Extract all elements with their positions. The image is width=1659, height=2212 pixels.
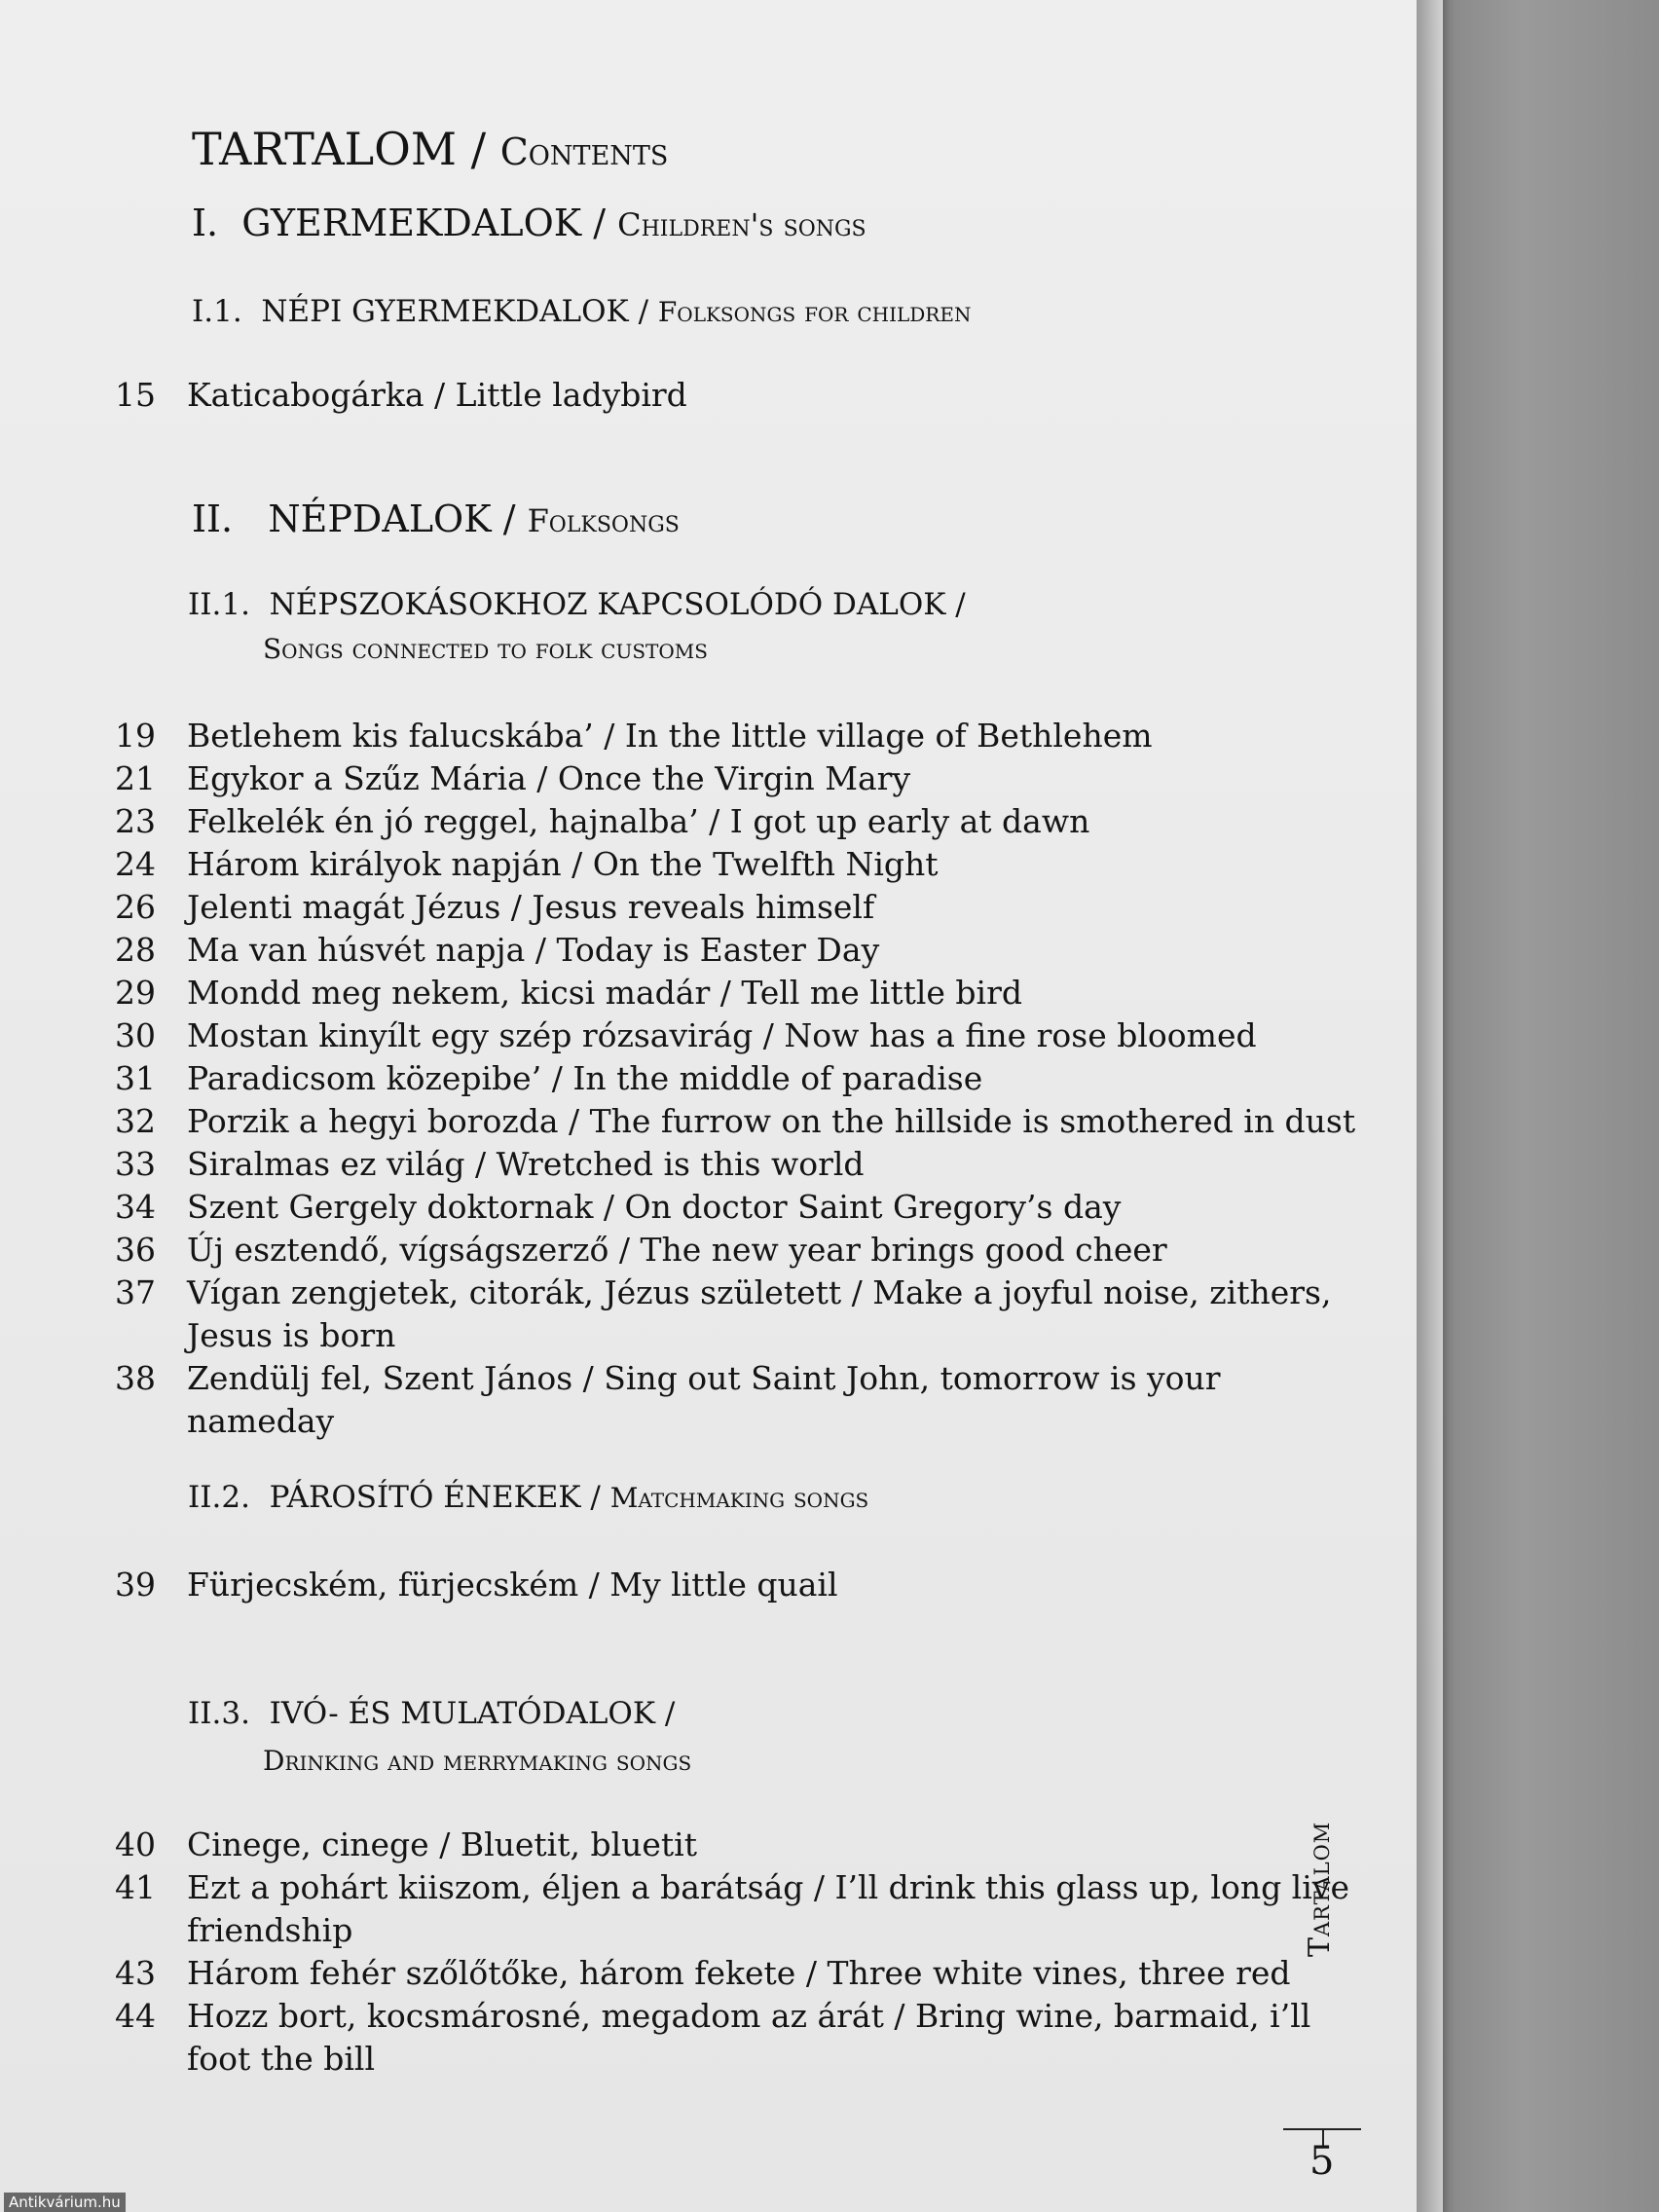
section-2-3-heading	[188, 1696, 676, 1731]
entry-title	[187, 886, 1375, 929]
section-2-2-subtitle: Matchmaking songs	[609, 1482, 869, 1514]
entry-hungarian-title: Ma van húsvét napja	[187, 931, 526, 969]
entry-page-number: 37	[115, 1273, 156, 1311]
entry-separator: /	[525, 931, 557, 969]
running-title: Tartalom	[1303, 1821, 1337, 1957]
section-2-1-subheading	[263, 634, 708, 664]
entry-title	[187, 1057, 1375, 1100]
entry-title	[187, 715, 1375, 757]
entry-separator: /	[795, 1954, 828, 1992]
entry-english-title: Bluetit, bluetit	[460, 1825, 697, 1863]
entry-page-number: 19	[115, 717, 156, 755]
entry-page-number: 33	[115, 1145, 156, 1183]
section-2-2-title: PÁROSÍTÓ ÉNEKEK	[269, 1480, 581, 1515]
entry-hungarian-title: Hozz bort, kocsmárosné, megadom az árát	[187, 1997, 884, 2035]
entry-separator: /	[558, 1102, 590, 1140]
entry-separator: /	[541, 1059, 573, 1097]
entry-hungarian-title: Katicabogárka	[187, 376, 424, 414]
part-2-heading	[192, 498, 680, 540]
entry-separator: /	[572, 1359, 605, 1397]
watermark: Antikvárium.hu	[4, 2193, 126, 2212]
entry-hungarian-title: Betlehem kis falucskába’	[187, 717, 594, 755]
entry-page-number: 30	[115, 1016, 156, 1054]
entry-page-number: 32	[115, 1102, 156, 1140]
entry-separator: /	[803, 1868, 835, 1906]
entry-page-number: 15	[115, 376, 156, 414]
part-1-roman: I.	[192, 202, 219, 244]
entry-separator: /	[608, 1231, 641, 1269]
entry-separator: /	[526, 759, 558, 797]
entry-title	[187, 1229, 1375, 1272]
section-2-2-heading	[188, 1480, 869, 1515]
entry-page-number: 29	[115, 974, 156, 1012]
entry-hungarian-title: Fürjecském, fürjecském	[187, 1566, 579, 1604]
entry-title	[187, 1824, 1375, 1866]
entry-separator: /	[578, 1566, 610, 1604]
entry-english-title: The new year brings good cheer	[640, 1231, 1167, 1269]
entry-english-title: Wretched is this world	[496, 1145, 865, 1183]
entry-hungarian-title: Porzik a hegyi borozda	[187, 1102, 559, 1140]
part-2-roman: II.	[192, 498, 234, 540]
entry-english-title: On the Twelfth Night	[592, 845, 939, 883]
section-2-1-title: NÉPSZOKÁSOKHOZ KAPCSOLÓDÓ DALOK	[269, 587, 946, 622]
entry-page-number: 28	[115, 931, 156, 969]
entry-page-number: 41	[115, 1868, 156, 1906]
entry-title	[187, 843, 1375, 886]
entry-title	[187, 1866, 1375, 1952]
section-1-1-title: NÉPI GYERMEKDALOK	[261, 294, 629, 329]
entry-hungarian-title: Cinege, cinege	[187, 1825, 429, 1863]
entry-page-number: 43	[115, 1954, 156, 1992]
entry-hungarian-title: Jelenti magát Jézus	[187, 888, 501, 926]
entry-english-title: Today is Easter Day	[556, 931, 880, 969]
entry-page-number: 38	[115, 1359, 156, 1397]
entry-separator: /	[883, 1997, 915, 2035]
page-edge-shadow	[1417, 0, 1456, 2212]
entry-hungarian-title: Mostan kinyílt egy szép rózsavirág	[187, 1016, 754, 1054]
entry-title	[187, 1952, 1375, 1995]
entry-separator: /	[561, 845, 593, 883]
section-2-2-number: II.2.	[188, 1480, 250, 1515]
entry-english-title: Now has a fine rose bloomed	[784, 1016, 1257, 1054]
section-2-1-heading	[188, 587, 966, 622]
entry-title	[187, 1564, 1375, 1606]
section-2-1-separator: /	[945, 587, 966, 622]
entry-separator: /	[841, 1273, 873, 1311]
section-2-3-subheading	[263, 1746, 691, 1776]
entry-english-title: The furrow on the hillside is smothered in dust	[589, 1102, 1356, 1140]
entry-hungarian-title: Szent Gergely doktornak	[187, 1188, 594, 1226]
entry-english-title: I’ll drink this glass up, long live friendship	[187, 1868, 1349, 1949]
entry-page-number: 39	[115, 1566, 156, 1604]
title-main: TARTALOM	[192, 123, 457, 175]
entry-title	[187, 1186, 1375, 1229]
entry-separator: /	[710, 974, 742, 1012]
entry-english-title: I got up early at dawn	[729, 802, 1090, 840]
entry-title	[187, 757, 1375, 800]
entry-page-number: 31	[115, 1059, 156, 1097]
entry-english-title: In the middle of paradise	[572, 1059, 983, 1097]
part-1-separator: /	[581, 202, 618, 244]
entry-english-title: Make a joyful noise, zithers, Jesus is born	[187, 1273, 1332, 1354]
entry-page-number: 44	[115, 1997, 156, 2035]
title-sub: Contents	[499, 130, 669, 173]
entry-separator: /	[593, 1188, 625, 1226]
section-1-1-subtitle: Folksongs for children	[657, 296, 972, 328]
part-1-subtitle: Children's songs	[617, 206, 866, 243]
section-1-1-number: I.1.	[192, 294, 242, 329]
entry-hungarian-title: Paradicsom közepibe’	[187, 1059, 542, 1097]
entry-english-title: Tell me little bird	[741, 974, 1022, 1012]
section-1-1-heading	[192, 294, 972, 329]
entry-english-title: Sing out Saint John, tomorrow is your nameday	[187, 1359, 1221, 1440]
entry-page-number: 34	[115, 1188, 156, 1226]
entry-title	[187, 1014, 1375, 1057]
entry-page-number: 24	[115, 845, 156, 883]
entry-title	[187, 929, 1375, 972]
entry-separator: /	[593, 717, 625, 755]
entry-title	[187, 1143, 1375, 1186]
entry-title	[187, 1357, 1375, 1443]
entry-english-title: Bring wine, barmaid, i’ll foot the bill	[187, 1997, 1311, 2078]
entry-english-title: Jesus reveals himself	[532, 888, 875, 926]
section-1-1-separator: /	[628, 294, 658, 329]
part-2-title: NÉPDALOK	[268, 498, 492, 540]
entry-separator: /	[753, 1016, 785, 1054]
section-2-1-subtitle: Songs connected to folk customs	[263, 633, 708, 665]
entry-separator: /	[428, 1825, 461, 1863]
entry-hungarian-title: Három királyok napján	[187, 845, 562, 883]
entry-english-title: Three white vines, three red	[827, 1954, 1291, 1992]
part-1-title: GYERMEKDALOK	[241, 202, 582, 244]
entry-title	[187, 1100, 1375, 1143]
part-2-subtitle: Folksongs	[527, 502, 680, 539]
part-1-heading	[192, 202, 866, 244]
entry-separator: /	[464, 1145, 497, 1183]
entry-hungarian-title: Egykor a Szűz Mária	[187, 759, 527, 797]
section-2-2-separator: /	[580, 1480, 610, 1515]
entry-hungarian-title: Új esztendő, vígságszerző	[187, 1231, 609, 1269]
entry-english-title: Once the Virgin Mary	[557, 759, 911, 797]
entry-english-title: In the little village of Bethlehem	[624, 717, 1153, 755]
section-2-3-number: II.3.	[188, 1696, 250, 1731]
page-number: 5	[1309, 2139, 1335, 2184]
section-2-3-separator: /	[654, 1696, 676, 1731]
entry-english-title: My little quail	[609, 1566, 838, 1604]
title-separator: /	[456, 123, 500, 175]
entry-separator: /	[500, 888, 533, 926]
entry-page-number: 40	[115, 1825, 156, 1863]
entry-english-title: On doctor Saint Gregory’s day	[624, 1188, 1122, 1226]
entry-hungarian-title: Felkelék én jó reggel, hajnalba’	[187, 802, 699, 840]
section-2-3-subtitle: Drinking and merrymaking songs	[263, 1745, 692, 1777]
background-surface	[1431, 0, 1659, 2212]
entry-title	[187, 1995, 1375, 2081]
entry-english-title: Little ladybird	[455, 376, 687, 414]
section-2-1-number: II.1.	[188, 587, 250, 622]
entry-title	[187, 800, 1375, 843]
entry-separator: /	[424, 376, 456, 414]
entry-page-number: 23	[115, 802, 156, 840]
entry-hungarian-title: Zendülj fel, Szent János	[187, 1359, 573, 1397]
entry-page-number: 26	[115, 888, 156, 926]
entry-hungarian-title: Ezt a pohárt kiiszom, éljen a barátság	[187, 1868, 804, 1906]
section-2-3-title: IVÓ- ÉS MULATÓDALOK	[269, 1696, 655, 1731]
page-title	[192, 123, 669, 175]
entry-hungarian-title: Három fehér szőlőtőke, három fekete	[187, 1954, 796, 1992]
entry-hungarian-title: Siralmas ez világ	[187, 1145, 465, 1183]
part-2-separator: /	[491, 498, 528, 540]
entry-hungarian-title: Mondd meg nekem, kicsi madár	[187, 974, 711, 1012]
entry-title	[187, 972, 1375, 1014]
entry-separator: /	[698, 802, 730, 840]
entry-page-number: 36	[115, 1231, 156, 1269]
entry-hungarian-title: Vígan zengjetek, citorák, Jézus született	[187, 1273, 842, 1311]
entry-page-number: 21	[115, 759, 156, 797]
entry-title	[187, 1272, 1375, 1357]
entry-title	[187, 374, 1375, 417]
